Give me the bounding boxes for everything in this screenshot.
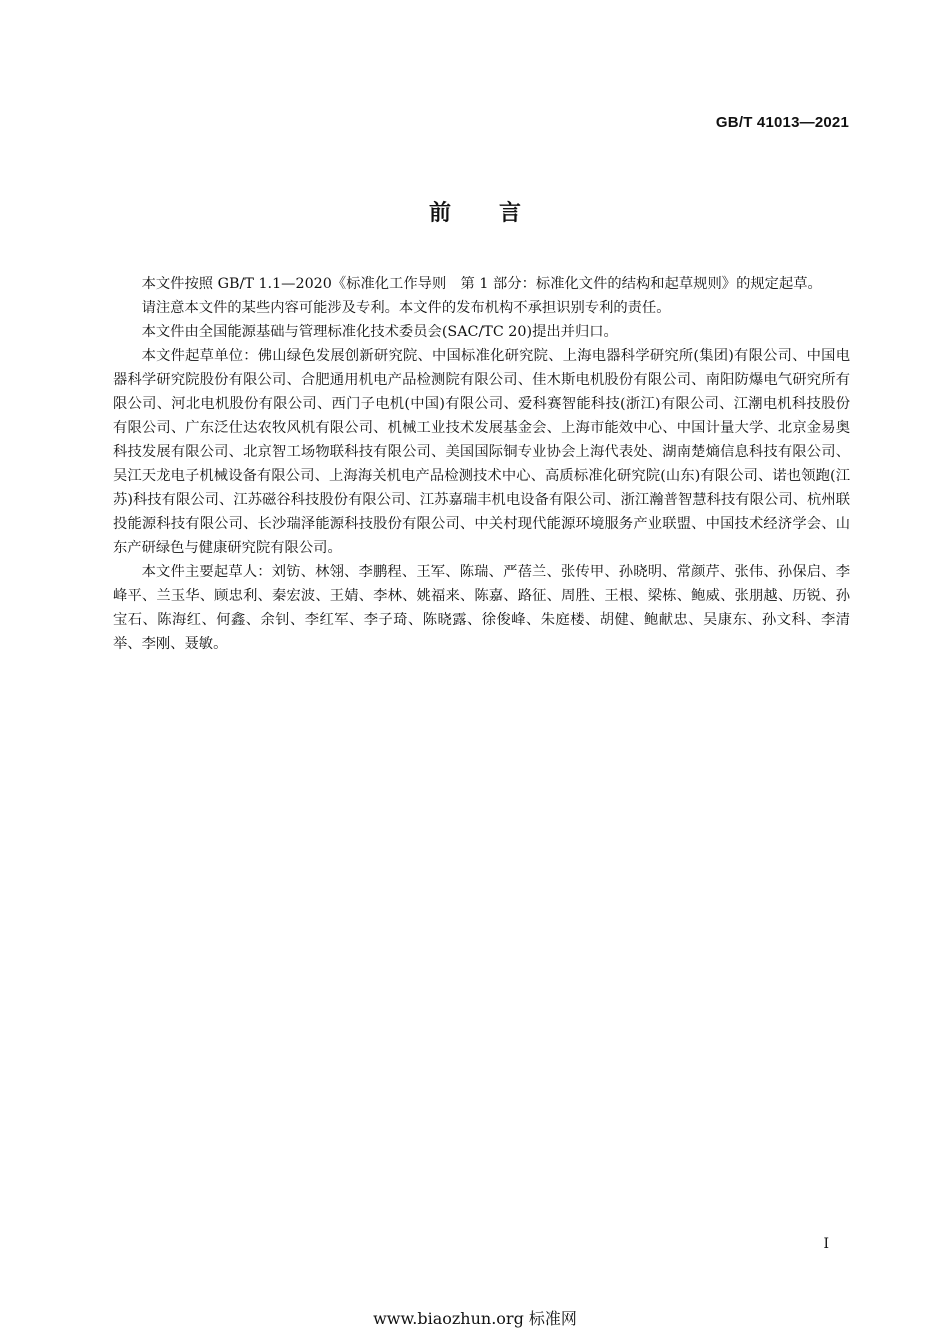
paragraph-drafters: 本文件主要起草人：刘钫、林翎、李鹏程、王军、陈瑞、严蓓兰、张传甲、孙晓明、常颜芹、张伟、孙保启、李峰平、兰玉华、顾忠利、秦宏波、王婧、李林、姚福来、陈嘉、路征、周胜、王根、梁栋、鲍威、张朋越、历锐、孙宝石、陈海红、何鑫、余钊、李红军、李子琦、陈晓露、徐俊峰、朱庭楼、胡健、鲍献忠、吴康东、孙文科、李清举、李刚、聂敏。 <box>113 564 850 652</box>
footer-site: www.biaozhun.org 标准网 <box>373 1309 577 1328</box>
paragraph-patent-notice: 请注意本文件的某些内容可能涉及专利。本文件的发布机构不承担识别专利的责任。 <box>141 300 671 316</box>
page-number: I <box>823 1236 829 1252</box>
paragraph-drafting-rules: 本文件按照 GB/T 1.1—2020《标准化工作导则 第 1 部分：标准化文件的结构和起草规则》的规定起草。 <box>141 276 822 292</box>
standard-code: GB/T 41013—2021 <box>715 114 849 131</box>
paragraph-proposer: 本文件由全国能源基础与管理标准化技术委员会(SAC/TC 20)提出并归口。 <box>141 324 618 340</box>
paragraph-drafting-units: 本文件起草单位：佛山绿色发展创新研究院、中国标准化研究院、上海电器科学研究所(集团)有限公司、中国电器科学研究院股份有限公司、合肥通用机电产品检测院有限公司、佳木斯电机股份有限公司、南阳防爆电气研究所有限公司、河北电机股份有限公司、西门子电机(中国)有限公司、爱科赛智能科技(浙江)有限公司、江潮电机科技股份有限公司、广东泛仕达农牧风机有限公司、机械工业技术发展基金会、上海市能效中心、中国计量大学、北京金易奥科技发展有限公司、北京智工场物联科技有限公司、美国国际铜专业协会上海代表处、湖南楚熵信息科技有限公司、吴江天龙电子机械设备有限公司、上海海关机电产品检测技术中心、高质标准化研究院(山东)有限公司、诺也领跑(江苏)科技有限公司、江苏磁谷科技股份有限公司、江苏嘉瑞丰机电设备有限公司、浙江瀚普智慧科技有限公司、杭州联投能源科技有限公司、长沙瑞泽能源科技股份有限公司、中关村现代能源环境服务产业联盟、中国技术经济学会、山东产研绿色与健康研究院有限公司。 <box>113 348 850 556</box>
page-title: 前言 <box>428 201 569 226</box>
preface-body <box>113 272 850 656</box>
